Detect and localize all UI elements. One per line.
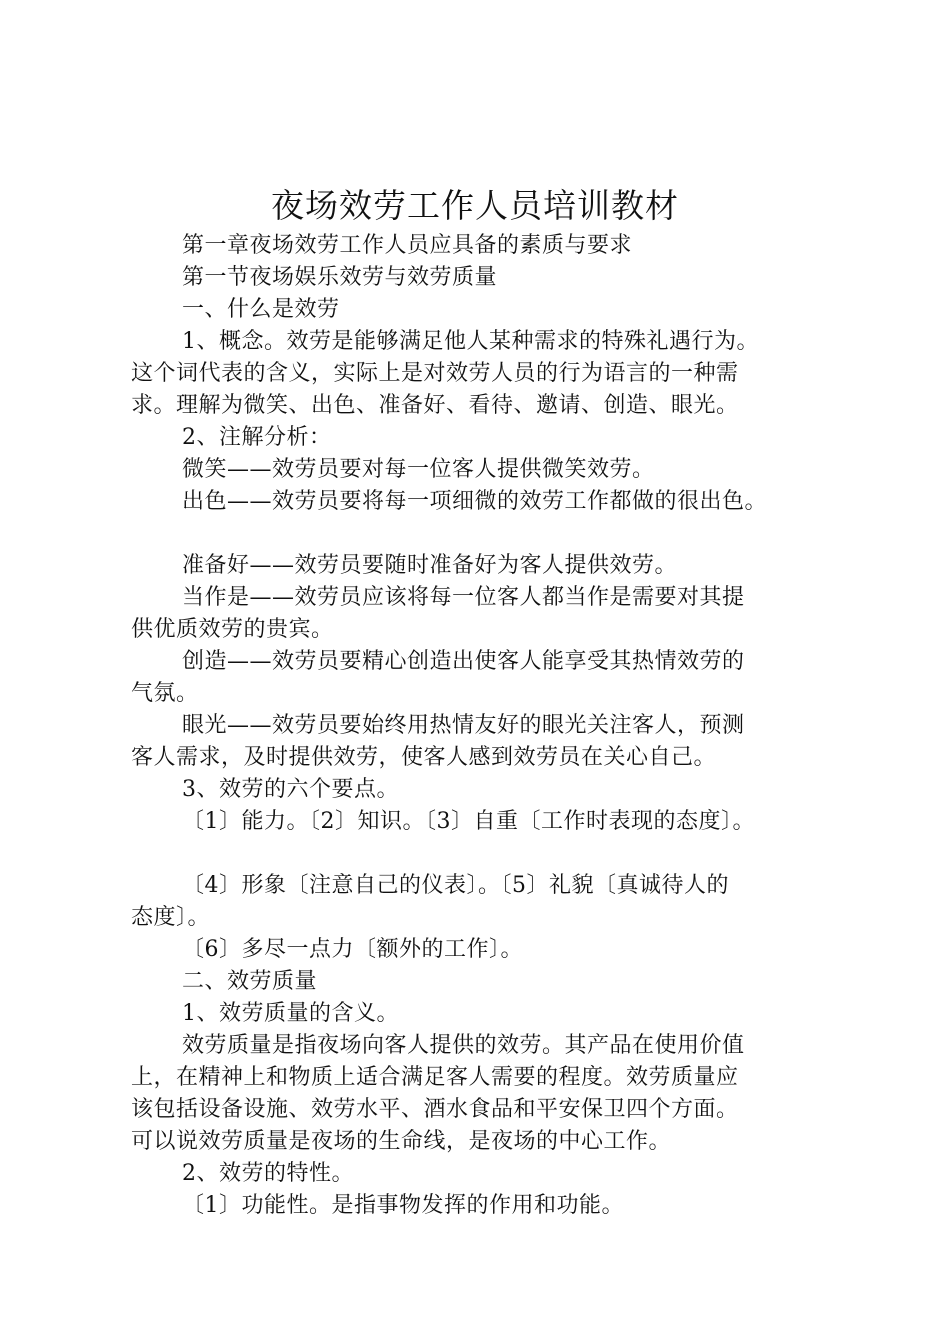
- document-body: [131, 230, 831, 1222]
- paragraph-line: 3、效劳的六个要点。: [182, 777, 399, 802]
- document-title: 夜场效劳工作人员培训教材: [271, 186, 679, 225]
- paragraph-line: 这个词代表的含义，实际上是对效劳人员的行为语言的一种需: [131, 361, 739, 386]
- chapter-heading: 第一章夜场效劳工作人员应具备的素质与要求: [182, 233, 633, 258]
- paragraph-line: 准备好——效劳员要随时准备好为客人提供效劳。: [182, 553, 678, 578]
- blank-line: [131, 838, 831, 870]
- paragraph-line: 创造——效劳员要精心创造出使客人能享受其热情效劳的: [182, 649, 745, 674]
- paragraph-line: 1、效劳质量的含义。: [182, 1001, 399, 1026]
- blank-line: [131, 518, 831, 550]
- subsection-heading: 一、什么是效劳: [182, 297, 340, 322]
- paragraph-line: 客人需求，及时提供效劳，使客人感到效劳员在关心自己。: [131, 745, 717, 770]
- paragraph-line: 供优质效劳的贵宾。: [131, 617, 334, 642]
- paragraph-line: 求。理解为微笑、出色、准备好、看待、邀请、创造、眼光。: [131, 393, 739, 418]
- paragraph-line: 出色——效劳员要将每一项细微的效劳工作都做的很出色。: [182, 489, 768, 514]
- paragraph-line: 〔1〕能力。〔2〕知识。〔3〕自重〔工作时表现的态度〕。: [182, 809, 755, 834]
- paragraph-line: 眼光——效劳员要始终用热情友好的眼光关注客人，预测: [182, 713, 745, 738]
- paragraph-line: 2、效劳的特性。: [182, 1161, 354, 1186]
- paragraph-line: 可以说效劳质量是夜场的生命线，是夜场的中心工作。: [131, 1129, 672, 1154]
- paragraph-line: 态度〕。: [131, 905, 211, 930]
- paragraph-line: 当作是——效劳员应该将每一位客人都当作是需要对其提: [182, 585, 745, 610]
- subsection-heading: 二、效劳质量: [182, 969, 318, 994]
- paragraph-line: 效劳质量是指夜场向客人提供的效劳。其产品在使用价值: [182, 1033, 745, 1058]
- paragraph-line: 〔4〕形象〔注意自己的仪表〕。〔5〕礼貌〔真诚待人的: [182, 873, 729, 898]
- paragraph-line: 该包括设备设施、效劳水平、酒水食品和平安保卫四个方面。: [131, 1097, 739, 1122]
- paragraph-line: 气氛。: [131, 681, 199, 706]
- paragraph-line: 〔1〕功能性。是指事物发挥的作用和功能。: [182, 1193, 624, 1218]
- paragraph-line: 〔6〕多尽一点力〔额外的工作〕。: [182, 937, 523, 962]
- paragraph-line: 1、概念。效劳是能够满足他人某种需求的特殊礼遇行为。: [182, 329, 759, 354]
- paragraph-line: 上，在精神上和物质上适合满足客人需要的程度。效劳质量应: [131, 1065, 739, 1090]
- paragraph-line: 2、注解分析：: [182, 425, 332, 450]
- paragraph-line: 微笑——效劳员要对每一位客人提供微笑效劳。: [182, 457, 655, 482]
- section-heading: 第一节夜场娱乐效劳与效劳质量: [182, 265, 498, 290]
